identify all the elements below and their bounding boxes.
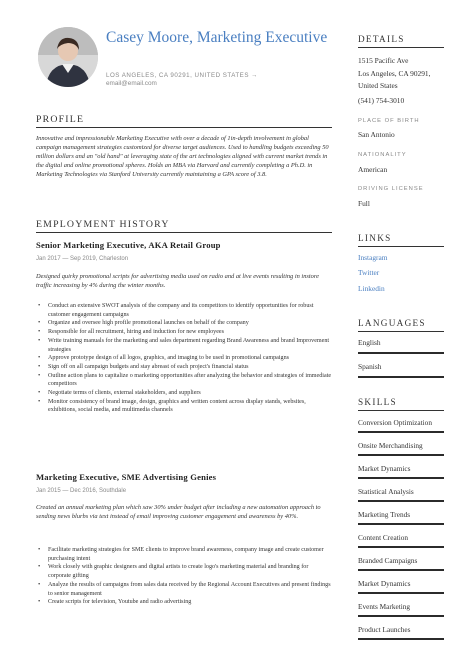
candidate-name: Casey Moore, Marketing Executive [106, 29, 328, 46]
links-divider [358, 246, 444, 247]
details-divider [358, 47, 444, 48]
link-instagram[interactable]: Instagram [358, 253, 388, 262]
job-bullet: • Responsible for all recruitment, hiring and induction for new employees [36, 328, 332, 337]
portrait-image [38, 27, 98, 87]
job-intro: Designed quirky promotional scripts for advertising media used on radio and at live events resulting in instore traffic increasing by 4% during the winter months. [36, 273, 319, 289]
language-item: Spanish [358, 362, 382, 371]
license-label: DRIVING LICENSE [358, 186, 424, 192]
skill-item: Content Creation [358, 533, 409, 542]
job-bullet: • Conduct an extensive SWOT analysis of the company and its competitors to identify opportunities for robust customer engagement campaigns [36, 302, 332, 319]
links-heading: LINKS [358, 233, 392, 243]
skill-item: Statistical Analysis [358, 487, 414, 496]
job-bullet: • Negotiate terms of clients, external stakeholders, and suppliers [36, 389, 332, 398]
job-intro: Created an annual marketing plan which saw 30% under budget after including a new automation approach to sending news blurbs via text instead of email improving customer engagement and awareness by 40%. [36, 504, 321, 520]
skill-item: Events Marketing [358, 602, 411, 611]
address-line: Los Angeles, CA 90291, [358, 69, 431, 78]
skill-item: Market Dynamics [358, 464, 411, 473]
job-bullet: • Write training manuals for the marketing and sales department regarding Brand Awareness and brand Improvement strategies [36, 337, 332, 354]
link-twitter[interactable]: Twitter [358, 268, 380, 277]
skills-divider [358, 410, 444, 411]
job-title: Marketing Executive, SME Advertising Genies [36, 472, 217, 482]
language-item: English [358, 338, 381, 347]
skill-level-bar [358, 592, 444, 594]
skill-level-bar [358, 638, 444, 640]
skill-level-bar [358, 546, 444, 548]
job-bullet: • Analyze the results of campaigns from sales data received by the Regional Account Executives and present findings to senior management [36, 581, 332, 598]
skill-level-bar [358, 523, 444, 525]
job-bullet: • Create scripts for television, Youtube and radio advertising [36, 598, 332, 607]
job-title: Senior Marketing Executive, AKA Retail Group [36, 240, 221, 250]
skill-item: Conversion Optimization [358, 418, 432, 427]
job-bullets [36, 302, 332, 415]
skill-item: Market Dynamics [358, 579, 411, 588]
skill-level-bar [358, 615, 444, 617]
job-bullet: • Monitor consistency of brand image, design, graphics and written content across display stands, websites, exhibitions, social media, and multimedia channels [36, 398, 332, 415]
job-bullet: • Facilitate marketing strategies for SME clients to improve brand awareness, company image and create customer purchasing intent [36, 546, 332, 563]
skill-item: Product Launches [358, 625, 411, 634]
location-line: LOS ANGELES, CA 90291, UNITED STATES → [106, 72, 258, 79]
languages-divider [358, 331, 444, 332]
avatar [38, 27, 98, 87]
skill-level-bar [358, 500, 444, 502]
birth-value: San Antonio [358, 130, 395, 139]
job-meta: Jan 2017 — Sep 2019, Charleston [36, 256, 129, 262]
skill-item: Onsite Merchandising [358, 441, 423, 450]
employment-heading: EMPLOYMENT HISTORY [36, 219, 170, 230]
job-bullet: • Approve prototype design of all logos, graphics, and imaging to be used in promotional campaigns [36, 354, 332, 363]
skills-heading: SKILLS [358, 397, 397, 407]
skill-item: Marketing Trends [358, 510, 411, 519]
job-bullet: • Organize and oversee high profile promotional launches on behalf of the company [36, 319, 332, 328]
job-bullets [36, 546, 332, 607]
details-heading: DETAILS [358, 34, 405, 44]
link-linkedin[interactable]: Linkedin [358, 284, 385, 293]
nationality-label: NATIONALITY [358, 152, 407, 158]
skill-item: Branded Campaigns [358, 556, 418, 565]
language-level-bar [358, 352, 444, 354]
skill-level-bar [358, 477, 444, 479]
nationality-value: American [358, 165, 388, 174]
job-bullet: • Work closely with graphic designers and digital artists to create logo's marketing material and branding for corporate gifting [36, 563, 332, 580]
birth-label: PLACE OF BIRTH [358, 118, 420, 124]
language-level-bar [358, 376, 444, 378]
profile-text: Innovative and impressionable Marketing Executive with over a decade of 1in-depth involvement in global campaign management strategies customized for diverse target audiences. Used to handling budgets exceeding 50 million dollars and an "old hand" at leveraging state of the art technologies aligned with current market trends in the digital and online promotional spheres. Holds an MBA via Harvard and currently completing a Ph.D. in Marketing Technologies via Stanford University currently maintaining a GPA score of 3.8. [36, 135, 329, 178]
phone-number: (541) 754-3010 [358, 96, 405, 105]
job-bullet: • Outline action plans to capitalize o marketing opportunities after analyzing the behavior and strategies of immediate competitors [36, 372, 332, 389]
skill-level-bar [358, 431, 444, 433]
address-line: United States [358, 81, 398, 90]
employment-divider [36, 232, 332, 233]
address-line: 1515 Pacific Ave [358, 56, 409, 65]
skill-level-bar [358, 454, 444, 456]
profile-heading: PROFILE [36, 114, 85, 125]
profile-divider [36, 127, 332, 128]
job-bullet: • Sign off on all campaign budgets and stay abreast of each project's financial status [36, 363, 332, 372]
skill-level-bar [358, 569, 444, 571]
license-value: Full [358, 199, 370, 208]
job-meta: Jan 2015 — Dec 2016, Southdale [36, 488, 127, 494]
email-link[interactable]: email@email.com [106, 80, 157, 87]
languages-heading: LANGUAGES [358, 318, 426, 328]
